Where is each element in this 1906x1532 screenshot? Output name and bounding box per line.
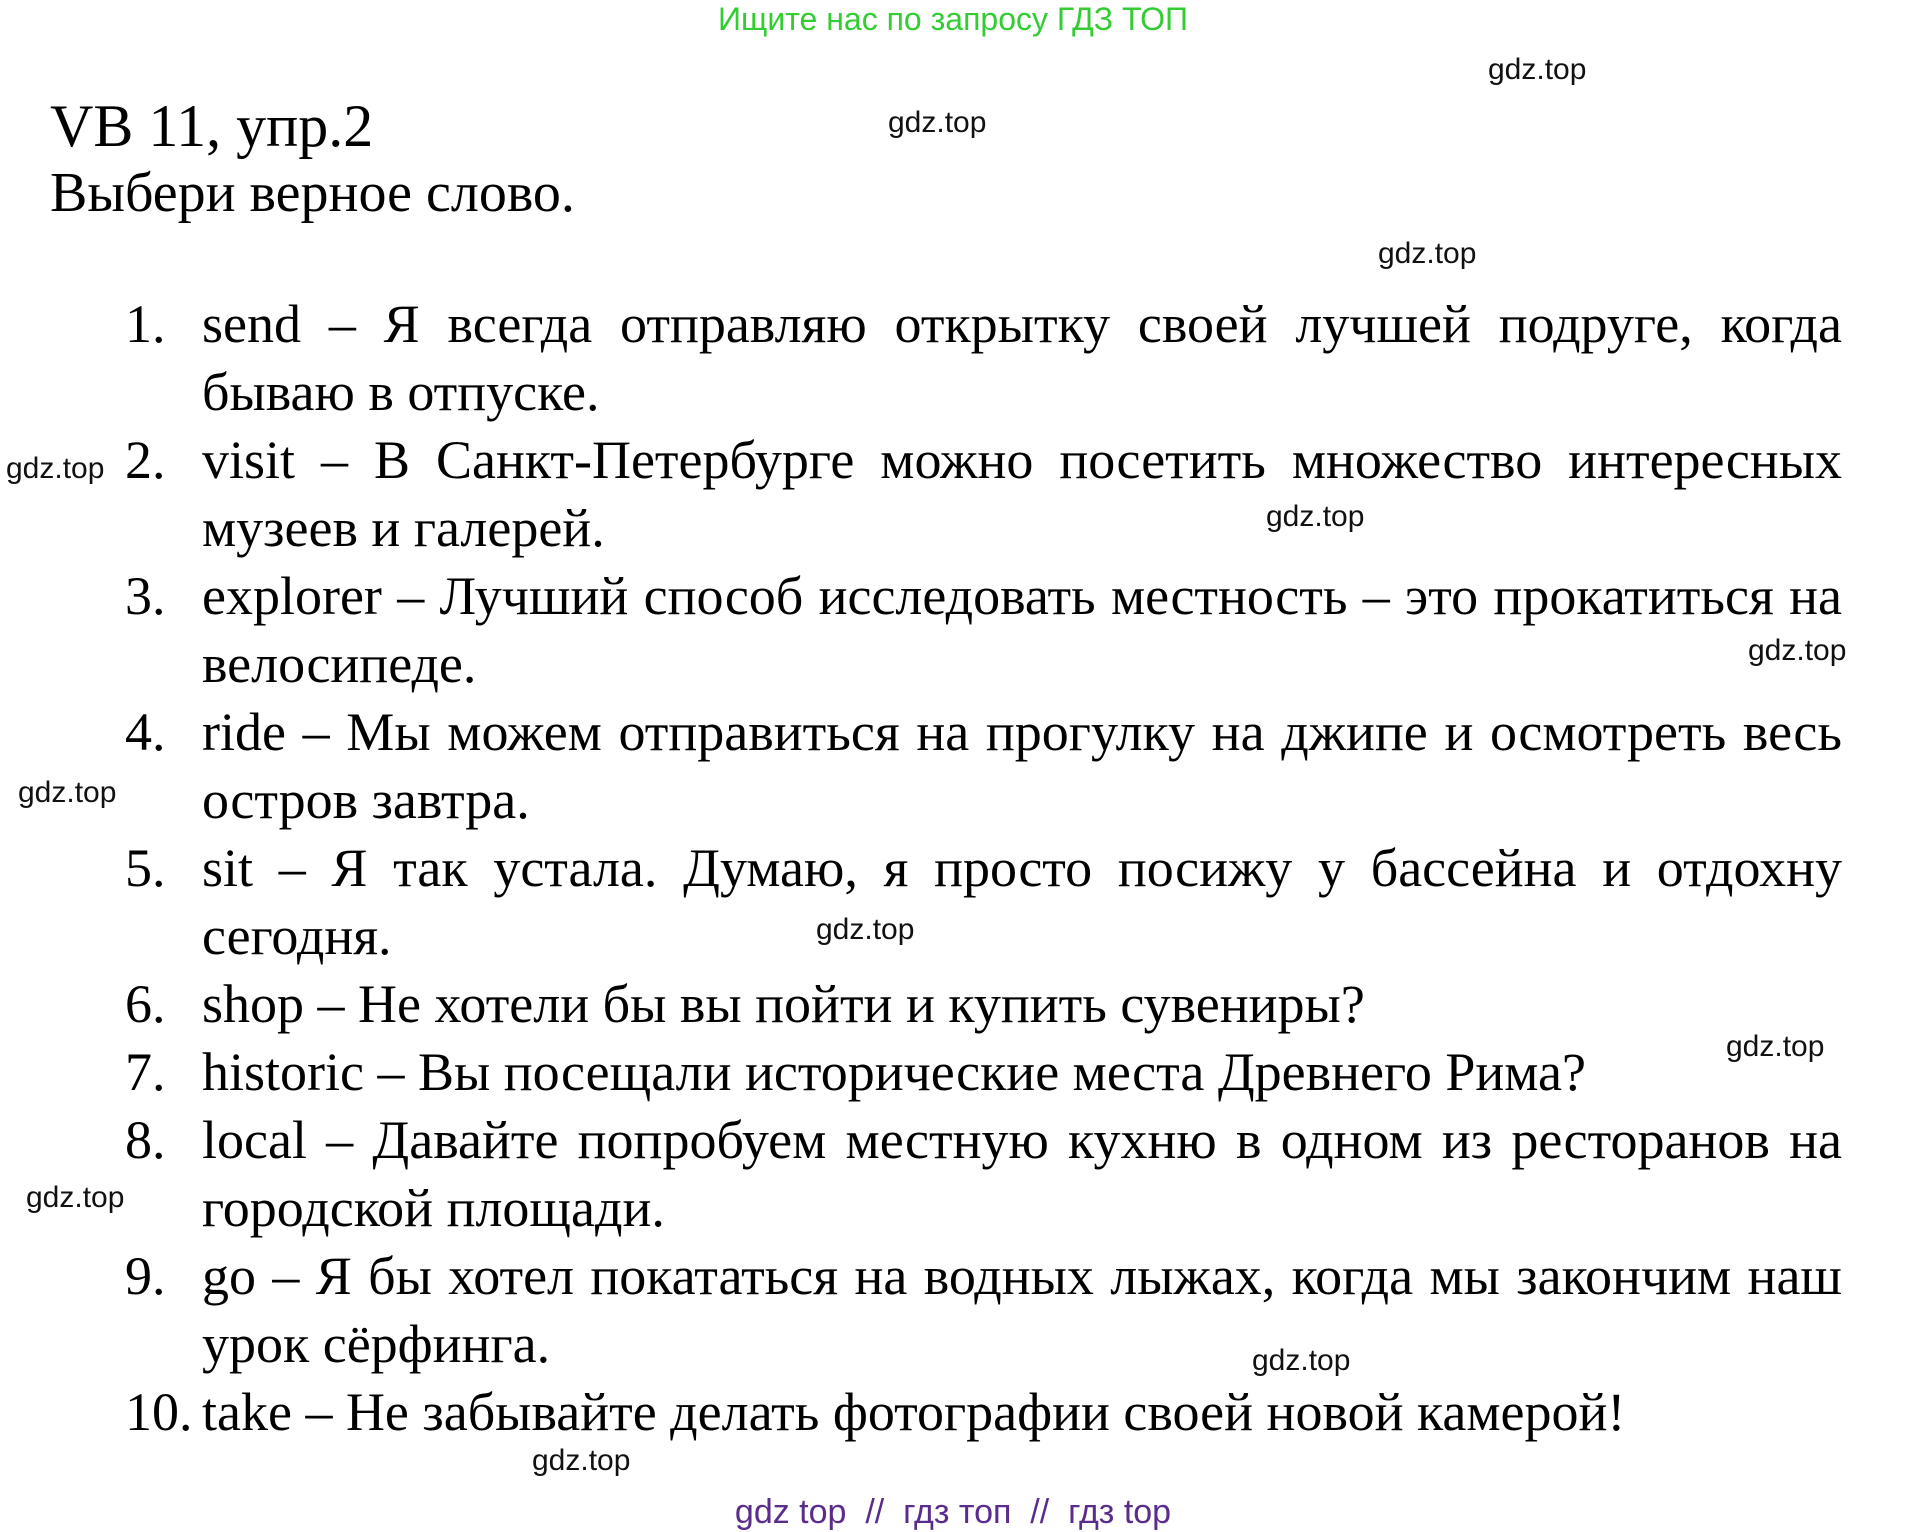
item-text: go – Я бы хотел покататься на водных лыжах, когда мы закончим наш урок сёрфинга. (202, 1246, 1842, 1374)
list-item (0, 290, 1906, 426)
watermark: gdz.top (1266, 500, 1365, 533)
item-number: 1. (125, 294, 166, 354)
promo-banner: Ищите нас по запросу ГДЗ ТОП (718, 1, 1188, 37)
item-number: 4. (125, 702, 166, 762)
list-item (0, 1378, 1906, 1446)
item-text: visit – В Санкт-Петербурге можно посетить множество интересных музеев и галерей. (202, 430, 1842, 558)
item-number: 7. (125, 1042, 166, 1102)
task-instruction: Выбери верное слово. (50, 162, 575, 224)
watermark: gdz.top (18, 776, 117, 809)
list-item (0, 426, 1906, 562)
item-text: historic – Вы посещали исторические места Древнего Рима? (202, 1042, 1586, 1102)
watermark: gdz.top (888, 106, 987, 139)
item-number: 10. (125, 1382, 193, 1442)
list-item (0, 1242, 1906, 1378)
item-text: sit – Я так устала. Думаю, я просто посижу у бассейна и отдохну сегодня. (202, 838, 1842, 966)
watermark: gdz.top (1748, 634, 1847, 667)
list-item (0, 970, 1906, 1038)
list-item (0, 1038, 1906, 1106)
watermark: gdz.top (26, 1181, 125, 1214)
item-text: explorer – Лучший способ исследовать местность – это прокатиться на велосипеде. (202, 566, 1842, 694)
item-number: 2. (125, 430, 166, 490)
page-title: VB 11, упр.2 (50, 93, 374, 159)
answer-list (0, 290, 1906, 1446)
list-item (0, 562, 1906, 698)
watermark: gdz.top (532, 1444, 631, 1477)
footer-watermark: gdz top // гдз топ // гдз top (734, 1493, 1172, 1531)
watermark: gdz.top (1252, 1344, 1351, 1377)
watermark: gdz.top (1378, 237, 1477, 270)
item-text: shop – Не хотели бы вы пойти и купить сувениры? (202, 974, 1365, 1034)
item-text: take – Не забывайте делать фотографии своей новой камерой! (202, 1382, 1626, 1442)
watermark: gdz.top (6, 452, 105, 485)
item-text: ride – Мы можем отправиться на прогулку на джипе и осмотреть весь остров завтра. (202, 702, 1842, 830)
item-number: 3. (125, 566, 166, 626)
watermark: gdz.top (1488, 53, 1587, 86)
item-text: local – Давайте попробуем местную кухню в одном из ресторанов на городской площади. (202, 1110, 1842, 1238)
item-number: 5. (125, 838, 166, 898)
item-number: 6. (125, 974, 166, 1034)
list-item (0, 834, 1906, 970)
item-number: 8. (125, 1110, 166, 1170)
item-number: 9. (125, 1246, 166, 1306)
watermark: gdz.top (816, 913, 915, 946)
item-text: send – Я всегда отправляю открытку своей лучшей подруге, когда бываю в отпуске. (202, 294, 1842, 422)
watermark: gdz.top (1726, 1030, 1825, 1063)
list-item (0, 698, 1906, 834)
list-item (0, 1106, 1906, 1242)
